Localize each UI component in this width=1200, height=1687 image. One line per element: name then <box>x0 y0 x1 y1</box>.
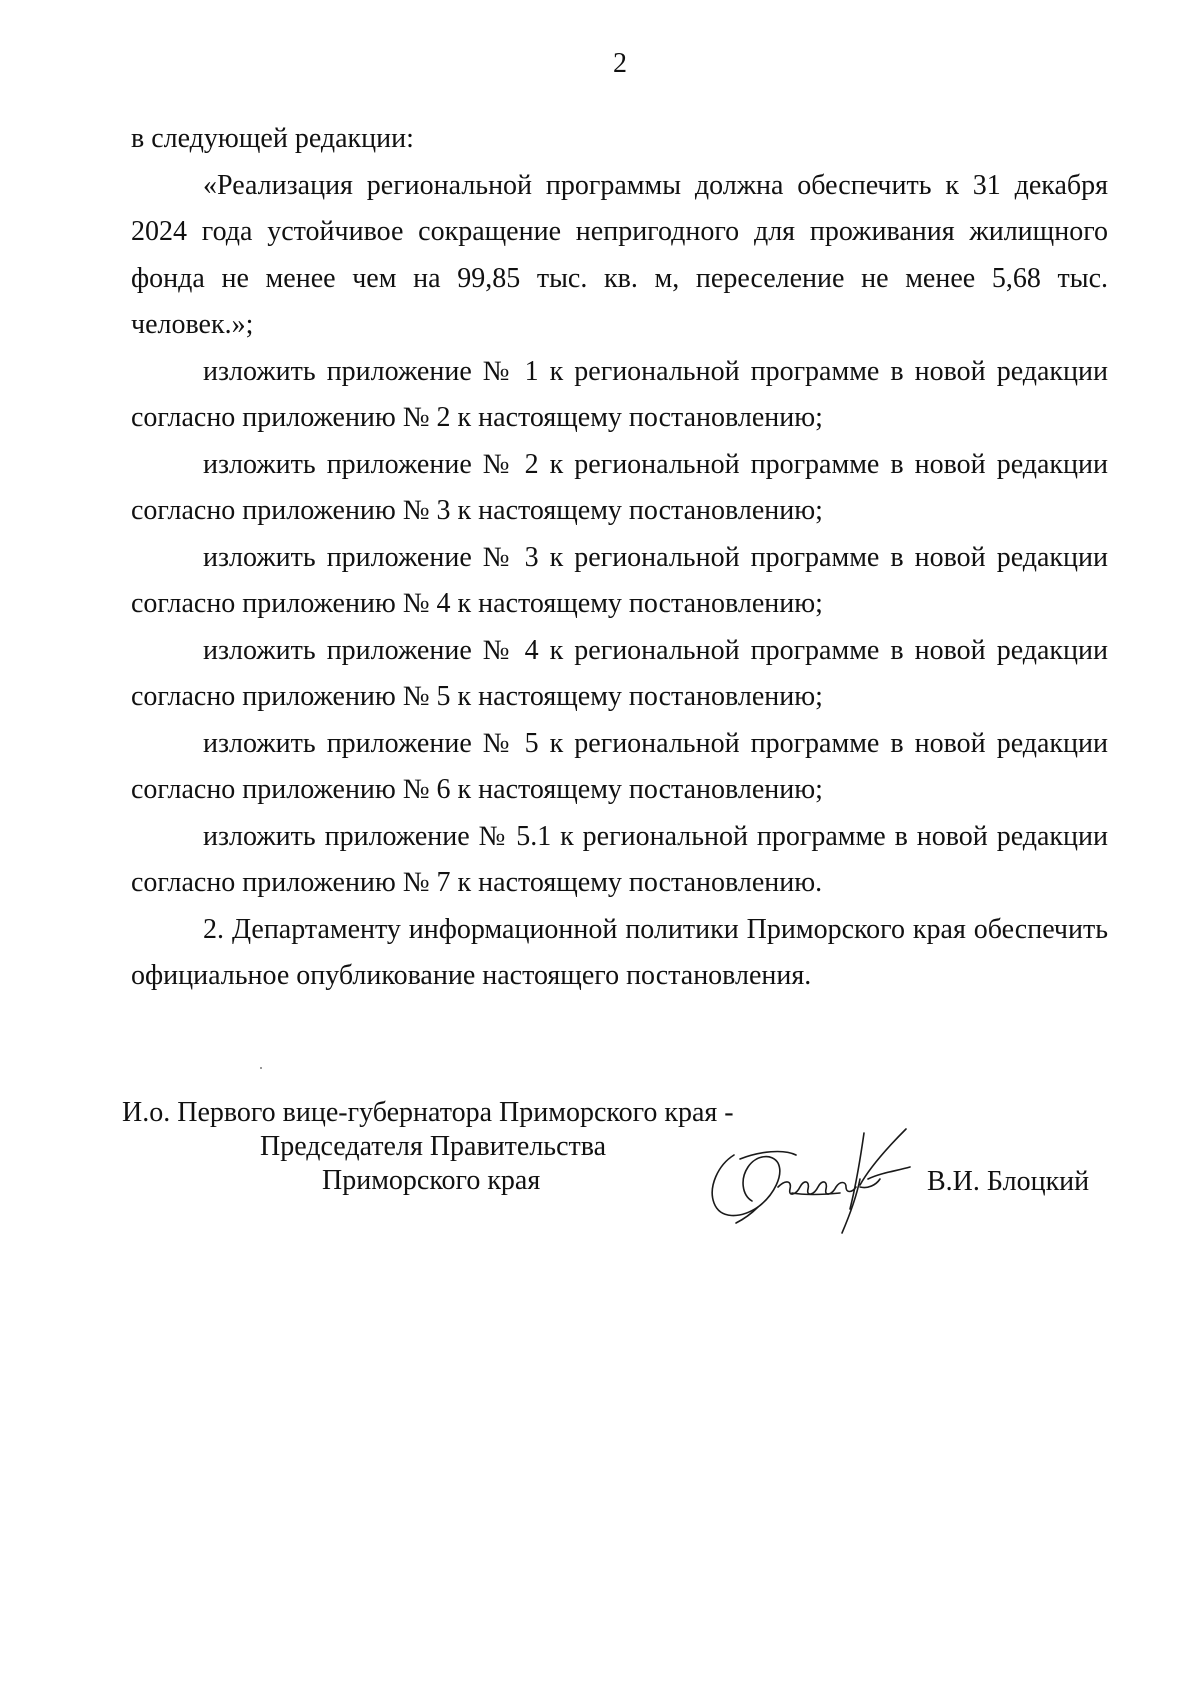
scan-speck <box>260 1067 262 1069</box>
paragraph-appendix-2: изложить приложение № 2 к региональной программе в новой редакции согласно приложению № 3 к настоящему постановлению; <box>131 448 1108 526</box>
position-line-3: Приморского края <box>322 1165 541 1196</box>
paragraph-item-2: 2. Департаменту информационной политики Приморского края обеспечить официальное опубликование настоящего постановления. <box>131 913 1108 991</box>
paragraph-appendix-1: изложить приложение № 1 к региональной программе в новой редакции согласно приложению № 2 к настоящему постановлению; <box>131 355 1108 433</box>
paragraph-appendix-3: изложить приложение № 3 к региональной программе в новой редакции согласно приложению № 4 к настоящему постановлению; <box>131 541 1108 619</box>
handwritten-signature <box>700 1115 930 1245</box>
paragraph-quote: «Реализация региональной программы должна обеспечить к 31 декабря 2024 года устойчивое сокращение непригодного для проживания жилищного фонда не менее чем на 99,85 тыс. кв. м, переселение не менее 5,68 тыс. человек.»; <box>131 169 1108 340</box>
paragraph-appendix-4: изложить приложение № 4 к региональной программе в новой редакции согласно приложению № 5 к настоящему постановлению; <box>131 634 1108 712</box>
paragraph-appendix-5-1: изложить приложение № 5.1 к региональной программе в новой редакции согласно приложению № 7 к настоящему постановлению. <box>131 820 1108 898</box>
position-line-1: И.о. Первого вице-губернатора Приморского края - <box>122 1097 734 1128</box>
signatory-name: В.И. Блоцкий <box>927 1166 1090 1197</box>
paragraph-appendix-5: изложить приложение № 5 к региональной программе в новой редакции согласно приложению № 6 к настоящему постановлению; <box>131 727 1108 805</box>
paragraph-intro: в следующей редакции: <box>131 123 414 154</box>
position-line-2: Председателя Правительства <box>260 1131 607 1162</box>
page-number: 2 <box>613 48 627 79</box>
document-body <box>131 116 1108 1000</box>
